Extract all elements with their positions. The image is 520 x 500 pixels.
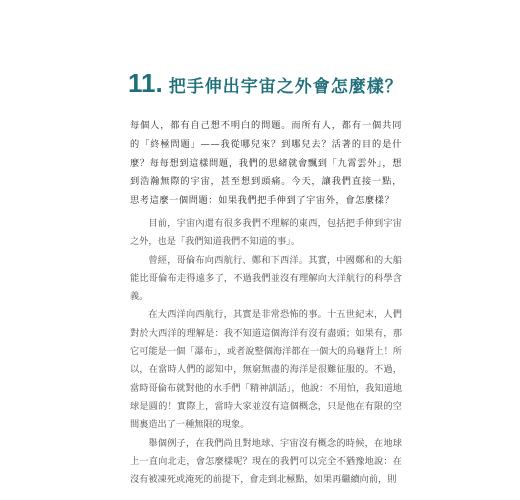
body-paragraph: 在大西洋向西航行，其實是非常恐怖的事。十五世紀末，人們對於大西洋的理解是：我不知道這個海洋有沒有盡頭；如果有，那它可能是一個「瀑布」，或者說整個海洋都在一個大的烏龜背上！所以，在當時人們的認知中，無窮無盡的海洋是很難征服的。不過，當時哥倫布就對他的水手們「精神訓話」，他說：不用怕，我知道地球是圓的！實際上，當時大家並沒有這個概念，只是他在有限的空間裏造出了一種無限的現象。 [130, 309, 402, 431]
body-paragraph: 目前，宇宙內還有很多我們不理解的東西，包括把手伸到宇宙之外，也是「我們知道我們不知道的事」。 [130, 218, 402, 248]
body-paragraph: 曾經，哥倫布向西航行、鄭和下西洋。其實，中國鄭和的大船能比哥倫布走得遠多了，不過我們並沒有理解向大洋航行的科學含義。 [130, 254, 402, 303]
chapter-heading [128, 68, 428, 102]
chapter-title: 把手伸出宇宙之外會怎麼樣？ [168, 77, 403, 97]
intro-paragraph: 每個人，都有自己想不明白的問題。而所有人，都有一個共同的「終極問題」——我從哪兒來？到哪兒去？活著的目的是什麼？每每想到這樣問題，我們的思緒就會飄到「九霄雲外」，想到浩瀚無際的宇宙，甚至想到頭痛。今天，讓我們直接一點，思考這麼一個問題：如果我們把手伸到了宇宙外，會怎麼樣？ [130, 120, 402, 207]
body-text [130, 215, 402, 489]
chapter-number: 11. [128, 68, 163, 98]
body-paragraph: 舉個例子，在我們尚且對地球、宇宙沒有概念的時候，在地球上一直向北走，會怎麼樣呢？現在的我們可以完全不猶豫地說：在沒有被凍死或淹死的前提下，會走到北極點，如果再繼續向前，則 [130, 437, 402, 486]
